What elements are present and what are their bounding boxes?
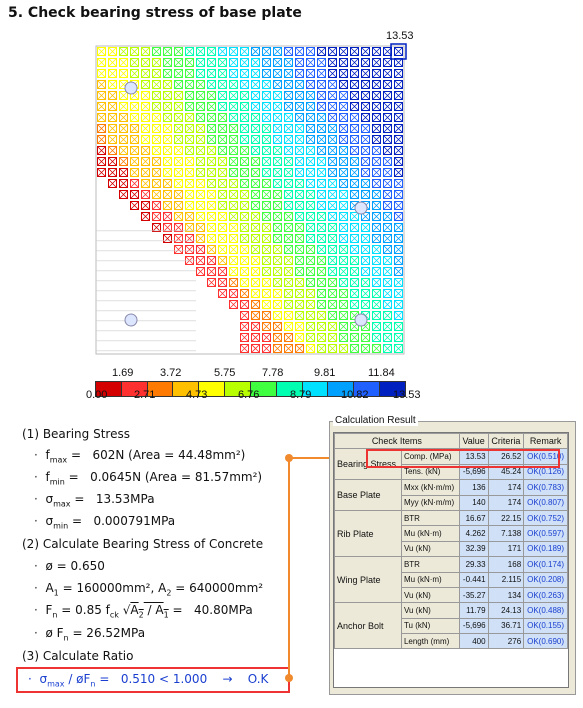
cell-value: -5,696	[459, 618, 488, 633]
cell-criteria: 36.71	[488, 618, 524, 633]
legend-top-tick: 11.84	[368, 367, 395, 379]
area-line: · $A_1 = 160000mm^2$, $A_2 = 640000mm^2$	[34, 581, 264, 598]
table-row[interactable]	[335, 603, 568, 618]
cell-remark: OK(0.155)	[524, 618, 568, 633]
heading-concrete: (2) Calculate Bearing Stress of Concrete	[22, 537, 264, 551]
cell-value: 4.262	[459, 526, 488, 541]
bolt-hole	[125, 314, 137, 326]
header-check-items[interactable]: Check Items	[335, 434, 460, 449]
legend-top-tick: 9.81	[314, 367, 336, 379]
legend-bottom-tick: 0.00	[86, 389, 108, 401]
header-remark[interactable]: Remark	[524, 434, 568, 449]
cell-criteria: 2.115	[488, 572, 524, 587]
cell-criteria: 171	[488, 541, 524, 556]
cell-item: Mxx (kN·m/m)	[401, 480, 459, 495]
cell-value: 16.67	[459, 510, 488, 525]
header-criteria[interactable]: Criteria	[488, 434, 524, 449]
cell-criteria: 22.15	[488, 510, 524, 525]
bolt-hole	[125, 82, 137, 94]
cell-value: 136	[459, 480, 488, 495]
heading-bearing-stress: (1) Bearing Stress	[22, 427, 130, 441]
phi-line: · ø = 0.650	[34, 559, 105, 573]
table-row[interactable]	[335, 510, 568, 525]
cell-criteria: 45.24	[488, 464, 524, 479]
cell-item: Myy (kN·m/m)	[401, 495, 459, 510]
cell-remark: OK(0.488)	[524, 603, 568, 618]
cell-remark: OK(0.189)	[524, 541, 568, 556]
cell-criteria: 174	[488, 480, 524, 495]
cell-item: Vu (kN)	[401, 587, 459, 602]
fn-line: · $F_n = 0.85$ $f_{ck}$ $√A_2 / A_1 = 40.80MPa$	[34, 603, 253, 620]
cell-value: 11.79	[459, 603, 488, 618]
max-stress-label: 13.53	[386, 30, 414, 42]
cell-remark: OK(0.174)	[524, 557, 568, 572]
cell-item: BTR	[401, 557, 459, 572]
cell-value: 13.53	[459, 449, 488, 464]
group-label: Base Plate	[335, 480, 402, 511]
connector-dot-bottom	[285, 674, 293, 682]
fmin-line: · $f_{min} = 0.0645N$ (Area = 81.57mm²)	[34, 470, 263, 487]
legend-bottom-tick: 4.73	[186, 389, 208, 401]
cell-remark: OK(0.126)	[524, 464, 568, 479]
cell-item: Vu (kN)	[401, 541, 459, 556]
cell-remark: OK(0.690)	[524, 634, 568, 649]
legend-top-tick: 1.69	[112, 367, 134, 379]
cell-remark: OK(0.807)	[524, 495, 568, 510]
connector-line	[288, 457, 290, 679]
fmax-line: · $f_{max} = 602N$ (Area = 44.48mm²)	[34, 448, 246, 465]
cell-item: Length (mm)	[401, 634, 459, 649]
cell-item: Vu (kN)	[401, 603, 459, 618]
cell-criteria: 174	[488, 495, 524, 510]
bolt-hole	[355, 202, 367, 214]
cell-item: BTR	[401, 510, 459, 525]
cell-criteria: 168	[488, 557, 524, 572]
legend-bottom-tick: 13.53	[393, 389, 421, 401]
cell-remark: OK(0.752)	[524, 510, 568, 525]
cell-value: 140	[459, 495, 488, 510]
table-row[interactable]	[335, 557, 568, 572]
cell-item: Comp. (MPa)	[401, 449, 459, 464]
highlighted-row-outline	[366, 449, 560, 468]
cell-item: Tu (kN)	[401, 618, 459, 633]
cell-value: -5,696	[459, 464, 488, 479]
bolt-hole	[355, 314, 367, 326]
ratio-result-box: · $\sigma_{max}$ / $øF_n = 0.510 < 1.000$ → O.K	[16, 667, 290, 693]
cell-criteria: 276	[488, 634, 524, 649]
phi-fn-line: · ø $F_n = 26.52MPa$	[34, 626, 146, 643]
cell-remark: OK(0.208)	[524, 572, 568, 587]
panel-title: Calculation Result	[335, 415, 416, 426]
cell-item: Mu (kN·m)	[401, 572, 459, 587]
cell-value: 32.39	[459, 541, 488, 556]
legend-top-tick: 5.75	[214, 367, 236, 379]
legend-bottom-tick: 2.71	[134, 389, 156, 401]
group-label: Bearing Stress	[335, 449, 402, 480]
cell-value: -35.27	[459, 587, 488, 602]
stress-contour-plot	[86, 30, 416, 370]
smin-line: · $\sigma_{min} = 0.000791MPa$	[34, 514, 176, 531]
result-table-frame	[333, 432, 569, 688]
header-value[interactable]: Value	[459, 434, 488, 449]
cell-value: -0.441	[459, 572, 488, 587]
cell-remark: OK(0.510)	[524, 449, 568, 464]
legend-bottom-tick: 6.76	[238, 389, 260, 401]
cell-value: 400	[459, 634, 488, 649]
legend-top-tick: 3.72	[160, 367, 182, 379]
table-row[interactable]	[335, 480, 568, 495]
cell-criteria: 26.52	[488, 449, 524, 464]
cell-item: Tens. (kN)	[401, 464, 459, 479]
legend-bottom-tick: 8.79	[290, 389, 312, 401]
cell-remark: OK(0.597)	[524, 526, 568, 541]
section-title: 5. Check bearing stress of base plate	[8, 5, 302, 21]
cell-criteria: 7.138	[488, 526, 524, 541]
group-label: Wing Plate	[335, 557, 402, 603]
cell-remark: OK(0.263)	[524, 587, 568, 602]
heading-ratio: (3) Calculate Ratio	[22, 649, 134, 663]
cell-remark: OK(0.783)	[524, 480, 568, 495]
cell-criteria: 134	[488, 587, 524, 602]
cell-item: Mu (kN·m)	[401, 526, 459, 541]
legend-top-tick: 7.78	[262, 367, 284, 379]
smax-line: · $\sigma_{max} = 13.53MPa$	[34, 492, 155, 509]
connector-dot-top	[285, 454, 293, 462]
cell-value: 29.33	[459, 557, 488, 572]
cell-criteria: 24.13	[488, 603, 524, 618]
group-label: Rib Plate	[335, 510, 402, 556]
legend-bottom-tick: 10.82	[341, 389, 369, 401]
group-label: Anchor Bolt	[335, 603, 402, 649]
